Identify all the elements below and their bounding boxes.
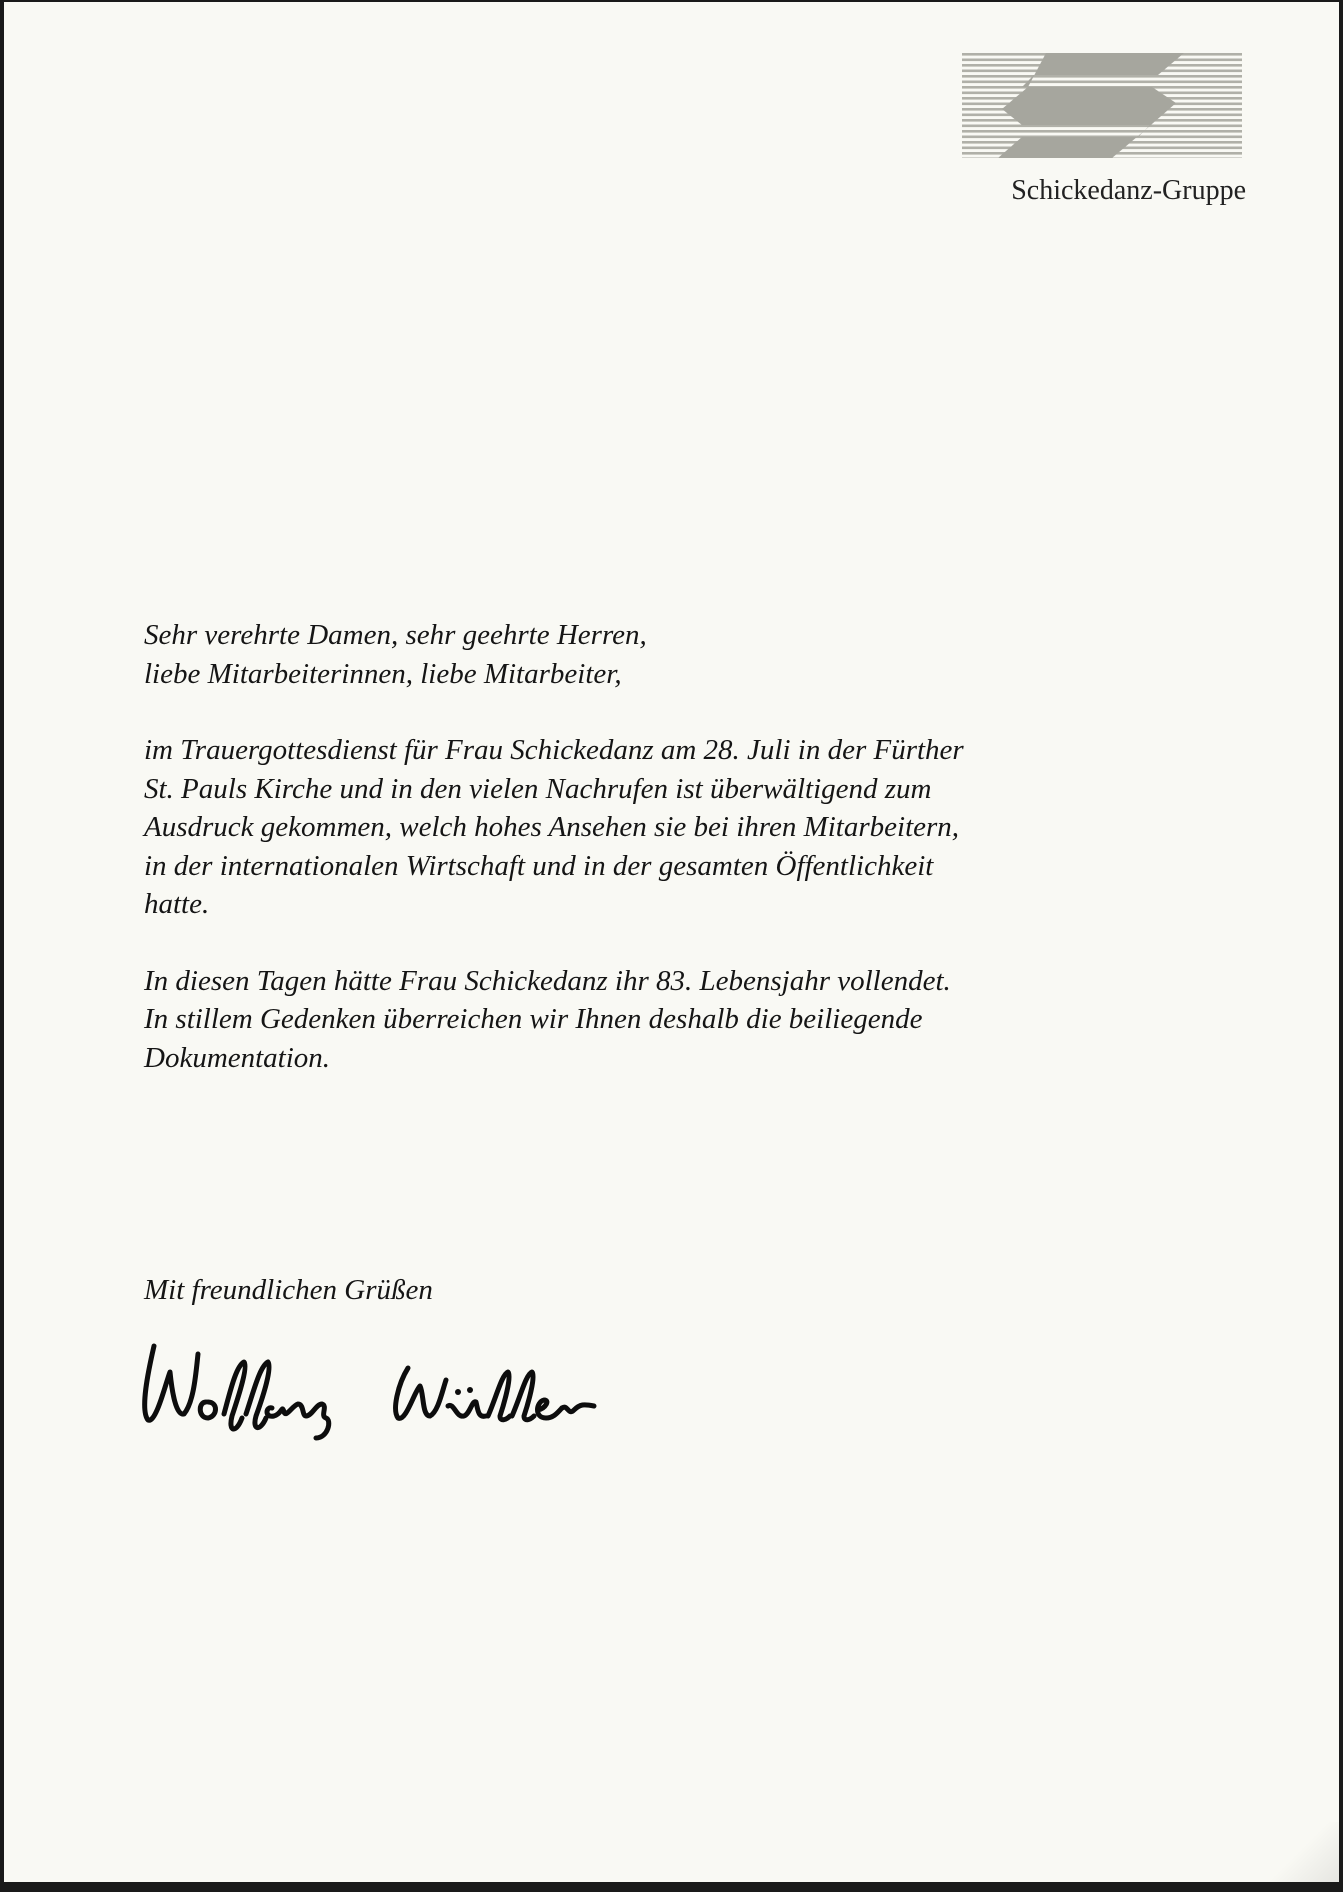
paragraph-documentation	[144, 962, 1144, 1078]
paragraph-line: in der internationalen Wirtschaft und in der gesamten Öffentlichkeit	[144, 849, 934, 882]
letter-page	[4, 2, 1339, 1882]
paragraph-line: Ausdruck gekommen, welch hohes Ansehen sie bei ihren Mitarbeitern,	[144, 811, 960, 843]
paragraph-memorial-service	[144, 731, 1144, 924]
company-name: Schickedanz-Gruppe	[1011, 175, 1246, 206]
closing-greeting: Mit freundlichen Grüßen	[144, 1274, 433, 1306]
paragraph-line: In stillem Gedenken überreichen wir Ihnen deshalb die beiliegende	[144, 1003, 923, 1035]
handwritten-signature	[136, 1332, 656, 1442]
paper-edge-shadow	[1219, 1822, 1339, 1882]
salutation	[144, 616, 1144, 693]
paragraph-line: St. Pauls Kirche und in den vielen Nachrufen ist überwältigend zum	[144, 772, 932, 805]
salutation-line: Sehr verehrte Damen, sehr geehrte Herren,	[144, 619, 647, 651]
paragraph-line: In diesen Tagen hätte Frau Schickedanz ihr 83. Lebensjahr vollendet.	[144, 964, 951, 997]
paragraph-line: hatte.	[144, 888, 210, 920]
paragraph-line: im Trauergottesdienst für Frau Schickedanz am 28. Juli in der Fürther	[144, 734, 964, 766]
paragraph-line: Dokumentation.	[144, 1041, 331, 1074]
salutation-line: liebe Mitarbeiterinnen, liebe Mitarbeiter,	[144, 657, 622, 690]
schickedanz-s-logo-icon	[962, 53, 1242, 158]
letter-body	[144, 616, 1144, 1077]
